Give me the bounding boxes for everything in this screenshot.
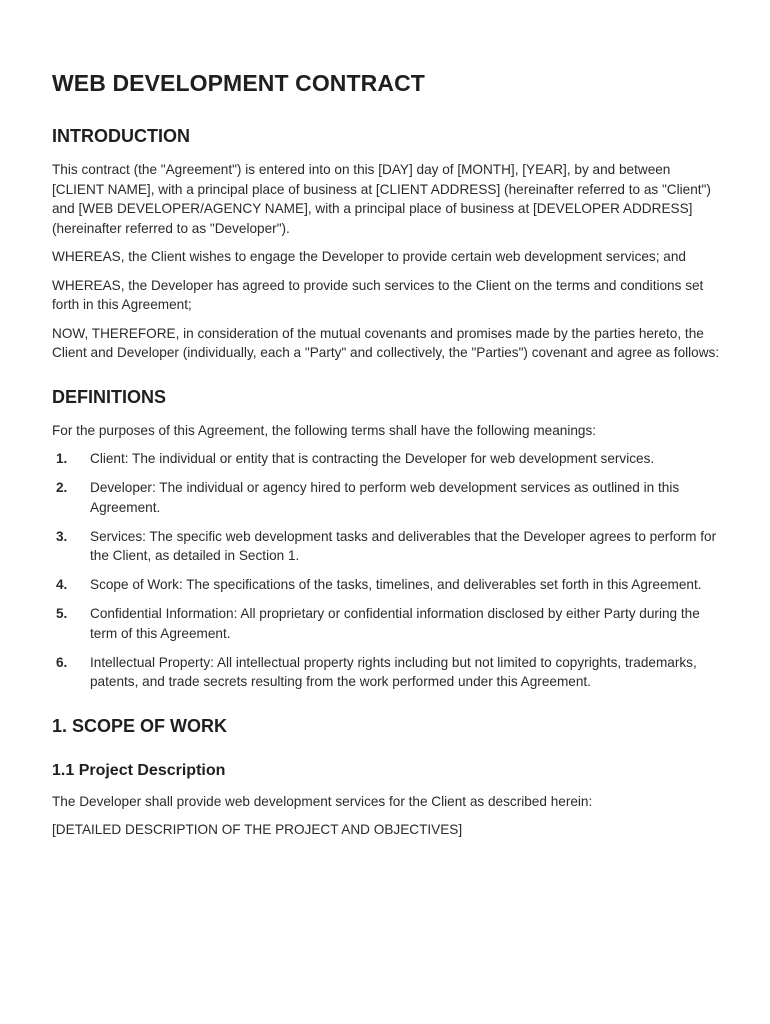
definition-item: [52, 604, 722, 643]
scope-of-work-heading: 1. SCOPE OF WORK: [52, 715, 228, 736]
whereas-paragraph: WHEREAS, the Client wishes to engage the Developer to provide certain web development services; and: [52, 249, 686, 264]
introduction-paragraph: This contract (the "Agreement") is entered into on this [DAY] day of [MONTH], [YEAR], by and between [CLIENT NAME], with a principal place of business at [CLIENT ADDRESS] (hereinafter referred to as "Client") and [WEB DEVELOPER/AGENCY NAME], with a principal place of business at [DEVELOPER ADDRESS] (hereinafter referred to as "Developer").: [52, 162, 711, 236]
now-therefore-paragraph: NOW, THEREFORE, in consideration of the mutual covenants and promises made by the parties hereto, the Client and Developer (individually, each a "Party" and collectively, the "Parties") covenant and agree as follows:: [52, 325, 720, 360]
introduction-heading: INTRODUCTION: [52, 126, 190, 146]
definition-text: Confidential Information: All proprietary or confidential information disclosed by either Party during the term of this Agreement.: [90, 606, 700, 641]
definition-number: 6.: [56, 654, 68, 670]
document-title: WEB DEVELOPMENT CONTRACT: [52, 70, 425, 96]
introduction-section: [52, 126, 722, 363]
project-description-subsection: [52, 762, 722, 840]
definition-number: 5.: [56, 606, 68, 621]
scope-of-work-section: [52, 716, 722, 840]
definitions-section: [52, 387, 722, 692]
definition-text: Intellectual Property: All intellectual property rights including but not limited to copyrights, trademarks, patents, and trade secrets resulting from the work performed under this Agreement.: [90, 654, 697, 689]
definition-text: Developer: The individual or agency hired to perform web development services as outlined in this Agreement.: [90, 480, 680, 515]
definition-number: 3.: [56, 528, 68, 544]
definition-item: [52, 653, 722, 692]
definition-number: 4.: [56, 577, 68, 592]
definition-text: Client: The individual or entity that is contracting the Developer for web development services.: [90, 451, 655, 466]
definition-item: [52, 575, 722, 595]
definitions-intro: For the purposes of this Agreement, the following terms shall have the following meanings:: [52, 422, 597, 438]
definition-number: 2.: [56, 480, 68, 495]
whereas-paragraph: WHEREAS, the Developer has agreed to provide such services to the Client on the terms and conditions set forth in this Agreement;: [52, 277, 704, 312]
definition-number: 1.: [56, 451, 68, 466]
definitions-heading: DEFINITIONS: [52, 386, 167, 407]
project-description-placeholder: [DETAILED DESCRIPTION OF THE PROJECT AND OBJECTIVES]: [52, 822, 463, 837]
definition-item: [52, 478, 722, 517]
definition-item: [52, 449, 722, 469]
definition-text: Scope of Work: The specifications of the tasks, timelines, and deliverables set forth in this Agreement.: [90, 577, 702, 592]
definition-item: [52, 527, 722, 566]
definition-text: Services: The specific web development tasks and deliverables that the Developer agrees to perform for the Client, as detailed in Section 1.: [90, 528, 717, 563]
definitions-list: [52, 449, 722, 692]
project-description-paragraph: The Developer shall provide web development services for the Client as described herein:: [52, 793, 593, 809]
project-description-heading: 1.1 Project Description: [52, 761, 226, 779]
